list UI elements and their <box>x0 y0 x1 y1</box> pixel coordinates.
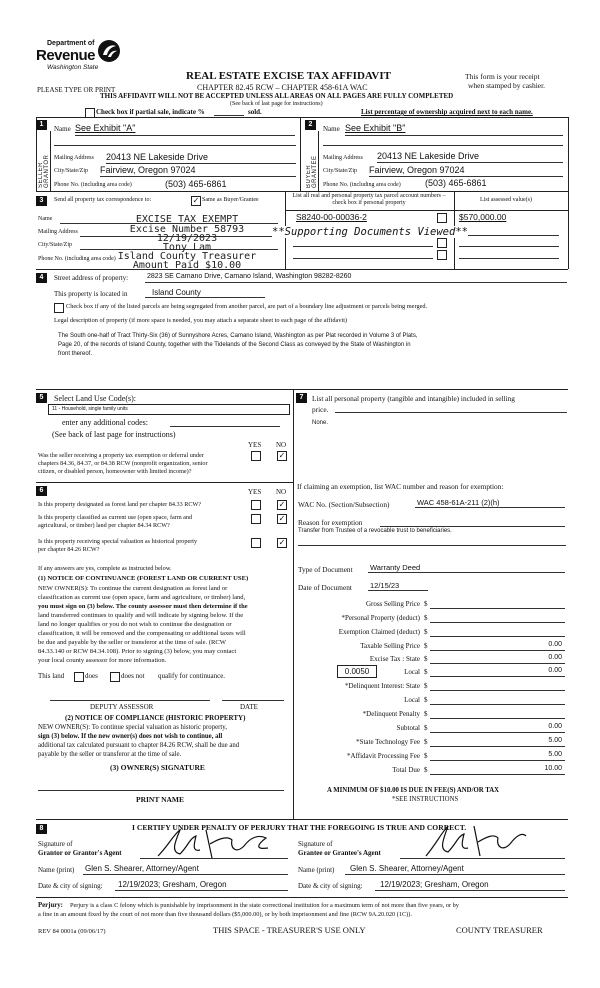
grantee-signature-icon <box>420 822 530 862</box>
assessed-value[interactable]: $570,000.00 <box>459 212 507 222</box>
calc-value-state[interactable]: 0.00 <box>548 654 562 661</box>
grantor-date-city[interactable]: 12/19/2023; Gresham, Oregon <box>118 880 227 889</box>
buyer-address-label: Mailing Address <box>323 155 363 161</box>
assessed-2-line <box>459 235 559 236</box>
calc-label-tech-fee: *State Technology Fee <box>356 738 420 746</box>
calc-label-personal: *Personal Property (deduct) <box>341 614 420 622</box>
qualify-label: qualify for continuance. <box>158 672 226 680</box>
supporting-docs-stamp: **Supporting Documents Viewed** <box>272 226 468 238</box>
seller-name-label: Name <box>54 125 71 133</box>
s5-q1-line2: chapters 84.36, 84.37, or 84.38 RCW (nonprofit organization, senior <box>38 460 208 467</box>
seller-name[interactable]: See Exhibit "A" <box>75 123 136 133</box>
buyer-city-label: City/State/Zip <box>323 168 357 174</box>
calc-line <box>430 760 565 761</box>
grantor-date-label: Date & city of signing: <box>38 882 103 890</box>
calc-value-subtotal[interactable]: 0.00 <box>548 723 562 730</box>
s6-q3-line2: per chapter 84.26 RCW? <box>38 546 100 553</box>
send-correspondence-label: Send all property tax correspondence to: <box>54 197 152 203</box>
additional-codes-label: enter any additional codes: <box>62 418 148 427</box>
section-5-number: 5 <box>36 393 47 403</box>
stamp-line3: 12/19/2023 <box>156 233 218 244</box>
section-3-top-border <box>36 191 568 192</box>
dollar-sign: $ <box>424 738 428 746</box>
section-2-number: 2 <box>305 120 316 130</box>
street-label: Street address of property: <box>54 274 129 282</box>
seller-city-line <box>100 176 296 177</box>
logo-line2: Revenue <box>36 47 96 64</box>
s5-q1-no-checkbox[interactable]: ✓ <box>278 451 286 460</box>
grantee-sig-label-1: Signature of <box>298 840 333 848</box>
legal-label: Legal description of property (if more space is needed, you may attach a separate sheet to each page of the affidavit) <box>54 317 348 324</box>
stamp-line6: Amount Paid $10.00 <box>132 260 242 271</box>
s5-q1-line1: Was the seller receiving a property tax exemption or deferral under <box>38 452 204 459</box>
see-instructions-note: *SEE INSTRUCTIONS <box>392 796 459 803</box>
calc-label-exemption: Exemption Claimed (deduct) <box>338 628 420 636</box>
assessed-4-line <box>459 258 559 259</box>
land-does-checkbox[interactable] <box>74 672 84 682</box>
s6-q3-yes-checkbox[interactable] <box>251 538 261 548</box>
s3-address-label: Mailing Address <box>38 229 78 235</box>
personal-property-none[interactable]: None. <box>312 420 329 426</box>
owner-signature-line[interactable] <box>38 790 284 791</box>
s3-name-label: Name <box>38 216 53 222</box>
calc-line <box>430 690 565 691</box>
s6-q2-line1: Is this property classified as current use (open space, farm and <box>38 514 193 521</box>
section-8-number: 8 <box>36 824 47 834</box>
calc-value-total[interactable]: 10.00 <box>544 765 562 772</box>
calc-line <box>430 636 565 637</box>
s3-city-label: City/State/Zip <box>38 242 72 248</box>
calc-label-local: Local <box>404 668 420 676</box>
grantor-name-label: Name (print) <box>38 866 75 874</box>
form-title: REAL ESTATE EXCISE TAX AFFIDAVIT <box>186 70 391 82</box>
price-label: price. <box>312 405 329 414</box>
calc-value-processing-fee[interactable]: 5.00 <box>548 751 562 758</box>
buyer-blank-line <box>323 145 563 146</box>
notice1-line: your local county assessor for more information. <box>38 657 167 664</box>
grantee-sig-label-2: Grantee or Grantee's Agent <box>298 849 381 857</box>
grantor-print-name[interactable]: Glen S. Shearer, Attorney/Agent <box>85 864 199 873</box>
seller-blank-line <box>54 145 296 146</box>
buyer-address-line <box>377 162 563 163</box>
seller-side-divider <box>50 131 51 191</box>
form-subtitle: CHAPTER 82.45 RCW – CHAPTER 458-61A WAC <box>197 83 368 92</box>
county-treasurer-label: COUNTY TREASURER <box>456 925 543 935</box>
buyer-phone-label: Phone No. (including area code) <box>323 182 401 188</box>
land-does-not-checkbox[interactable] <box>110 672 120 682</box>
border-top <box>36 117 568 118</box>
calc-line <box>430 732 565 733</box>
exemption-label: If claiming an exemption, list WAC number and reason for exemption: <box>297 482 504 491</box>
doc-date-label: Date of Document <box>298 583 352 592</box>
deputy-date-line <box>222 700 284 701</box>
see-back-note: (See back of last page for instructions) <box>230 101 323 107</box>
section-6-number: 6 <box>36 486 47 496</box>
calc-line <box>430 663 565 664</box>
s6-q1-no-checkbox[interactable]: ✓ <box>278 500 286 509</box>
stamp-line4: Tony Lam <box>162 242 212 253</box>
lower-mid-divider <box>293 389 294 819</box>
s5-q1-line3: citizen, or disabled person, homeowner with limited income)? <box>38 468 192 475</box>
parcel-1-personal-checkbox[interactable] <box>437 213 447 223</box>
parcel-number[interactable]: S8240-00-00036-2 <box>296 212 367 222</box>
calc-line <box>430 650 565 651</box>
assessed-3-line <box>459 246 559 247</box>
ownership-note: List percentage of ownership acquired next to each name. <box>361 108 533 116</box>
section-6-top-border <box>36 482 293 483</box>
seller-phone-label: Phone No. (including area code) <box>54 182 132 188</box>
notice1-line: classification, it will be removed and the compensating or additional taxes will <box>38 630 246 637</box>
calc-line <box>430 746 565 747</box>
border-mid <box>300 117 301 191</box>
dollar-sign: $ <box>424 682 428 690</box>
reason-label: Reason for exemption <box>298 518 363 527</box>
wac-number[interactable]: WAC 458-61A-211 (2)(h) <box>417 498 500 507</box>
buyer-city[interactable]: Fairview, Oregon 97024 <box>369 165 465 175</box>
form-revision: REV 84 0001a (09/06/17) <box>38 928 106 935</box>
seller-name-line <box>75 135 295 136</box>
section-7-number: 7 <box>296 393 307 403</box>
dollar-sign: $ <box>424 628 428 636</box>
seller-address[interactable]: 20413 NE Lakeside Drive <box>106 152 209 162</box>
s3-phone-label: Phone No. (including area code) <box>38 256 116 262</box>
notice1-line: land transferred continues to qualify and will indicate by signing below. If the <box>38 612 244 619</box>
grantor-sig-label-2: Grantor or Grantor's Agent <box>38 849 122 857</box>
calc-label-del-interest-state: *Delinquent Interest: State <box>344 682 420 690</box>
doc-type[interactable]: Warranty Deed <box>370 563 421 572</box>
dor-emblem-icon <box>96 38 122 64</box>
land-use-value: 11 - Household, single family units <box>52 406 128 412</box>
personal-property-line-1 <box>335 412 567 413</box>
grantor-signature-icon <box>150 826 280 862</box>
land-use-label: Select Land Use Code(s): <box>54 394 136 403</box>
s6-q2-yes-checkbox[interactable] <box>251 514 261 524</box>
calc-label-total: Total Due <box>392 766 420 774</box>
dollar-sign: $ <box>424 600 428 608</box>
buyer-address[interactable]: 20413 NE Lakeside Drive <box>377 151 480 161</box>
grantee-date-city[interactable]: 12/19/2023; Gresham, Oregon <box>380 880 489 889</box>
legal-line-1[interactable]: The South one-half of Tract Thirty-Six (36) of Sunnyshore Acres, Camano Island, Washington as per Plat recorded in Volume 3 of Plats, <box>58 333 418 339</box>
seller-address-label: Mailing Address <box>54 155 94 161</box>
parcel-3-line <box>293 246 433 247</box>
parcel-header-line <box>285 210 568 211</box>
buyer-side-label: BUYER GRANTEE <box>306 155 318 188</box>
parcel-3-personal-checkbox[interactable] <box>437 238 447 248</box>
footer-top-border <box>36 897 568 898</box>
deputy-line <box>50 700 210 701</box>
land-does-label: does <box>85 672 98 680</box>
stamp-line2: Excise Number 58793 <box>129 224 245 235</box>
calc-line <box>430 718 565 719</box>
calc-line <box>430 608 565 609</box>
grantee-date-label: Date & city of signing: <box>298 882 363 890</box>
deputy-assessor-label: DEPUTY ASSESSOR <box>90 703 154 711</box>
seller-address-line <box>106 163 296 164</box>
border-right <box>568 117 569 191</box>
doc-type-label: Type of Document <box>298 565 353 574</box>
calc-line <box>430 622 565 623</box>
print-name-label: PRINT NAME <box>136 795 184 804</box>
notice1-line: land no longer qualifies or you do not wish to continue the designation or <box>38 621 232 628</box>
s6-q3-line1: Is this property receiving special valuation as historical property <box>38 538 198 545</box>
street-line <box>145 282 567 283</box>
parcel-4-personal-checkbox[interactable] <box>437 250 447 260</box>
notice1-line: NEW OWNER(S): To continue the current designation as forest land or <box>38 585 228 592</box>
stamp-line1: EXCISE TAX EXEMPT <box>135 214 239 225</box>
grantee-name-line <box>345 874 565 875</box>
buyer-name[interactable]: See Exhibit "B" <box>345 123 406 133</box>
grantee-name-label: Name (print) <box>298 866 335 874</box>
land-use-see-back: (See back of last page for instructions) <box>52 430 176 439</box>
notice2-line: NEW OWNER(S): To continue special valuation as historic property, <box>38 724 227 731</box>
county-line <box>145 297 265 298</box>
s5-yes-header: YES <box>248 441 262 449</box>
section-1-number: 1 <box>36 120 47 130</box>
same-as-buyer-label: Same as Buyer/Grantee <box>202 197 259 203</box>
doc-date[interactable]: 12/15/23 <box>370 581 400 590</box>
owner-signature-label: (3) OWNER(S) SIGNATURE <box>110 763 205 772</box>
section-4-top-border <box>36 269 568 270</box>
s6-q2-no-checkbox[interactable]: ✓ <box>278 514 286 523</box>
buyer-phone[interactable]: (503) 465-6861 <box>425 178 487 188</box>
s6-q1-yes-checkbox[interactable] <box>251 500 261 510</box>
land-does-not-label: does not <box>121 672 145 680</box>
grantee-print-name[interactable]: Glen S. Shearer, Attorney/Agent <box>350 864 464 873</box>
dollar-sign: $ <box>424 668 428 676</box>
notice2-line: payable by the seller or transferor at the time of sale. <box>38 751 182 758</box>
s5-q1-yes-checkbox[interactable] <box>251 451 261 461</box>
this-land-label: This land <box>38 672 65 680</box>
partial-sale-label: Check box if partial sale, indicate % <box>96 108 205 116</box>
calc-label-processing-fee: *Affidavit Processing Fee <box>347 752 420 760</box>
dollar-sign: $ <box>424 752 428 760</box>
notice1-line: 84.33.140 or RCW 84.34.108). Prior to signing (3) below, you may contact <box>38 648 237 655</box>
treasurer-space-label: THIS SPACE - TREASURER'S USE ONLY <box>213 925 366 935</box>
perjury-line-2: a fine in an amount fixed by the court of not more than five thousand dollars ($5,000.00), or by both imprisonment and fine (RCW 9A.20.020 (1C)). <box>38 911 412 918</box>
calc-label-gross: Gross Selling Price <box>365 600 420 608</box>
sold-label: sold. <box>248 108 262 116</box>
not-accepted-note: THIS AFFIDAVIT WILL NOT BE ACCEPTED UNLESS ALL AREAS ON ALL PAGES ARE FULLY COMPLETED <box>100 92 454 100</box>
notice1-line: you must sign on (3) below. The county assessor must then determine if the <box>38 603 248 610</box>
doc-type-line <box>368 572 565 573</box>
dollar-sign: $ <box>424 710 428 718</box>
s6-q3-no-checkbox[interactable]: ✓ <box>278 538 286 547</box>
seller-side-label: SELLER GRANTOR <box>38 154 50 188</box>
dollar-sign: $ <box>424 642 428 650</box>
calc-line <box>430 774 565 775</box>
certify-statement: I CERTIFY UNDER PENALTY OF PERJURY THAT THE FOREGOING IS TRUE AND CORRECT. <box>132 823 467 832</box>
section-4-number: 4 <box>36 273 47 283</box>
notice1-line: classification as current use (open space, farm and agriculture, or timber) land, <box>38 594 246 601</box>
partial-sale-percent-line <box>214 115 244 116</box>
street-address[interactable]: 2823 SE Camano Drive, Camano Island, Washington 98282-8260 <box>147 273 352 280</box>
located-label: This property is located in <box>54 290 128 298</box>
parcel-header: List all real and personal property tax parcel account numbers – check box if personal property <box>292 193 446 206</box>
receipt-note-1: This form is your receipt <box>465 72 540 81</box>
calc-value-taxable[interactable]: 0.00 <box>548 641 562 648</box>
local-rate-box[interactable]: 0.0050 <box>337 665 377 678</box>
calc-line <box>430 704 565 705</box>
s6-q2-line2: agricultural, or timber) land per chapter 84.34 RCW? <box>38 522 170 529</box>
notice2-line: additional tax calculated pursuant to chapter 84.26 RCW, shall be due and <box>38 742 240 749</box>
reason-line-2 <box>298 545 566 546</box>
notice2-title: (2) NOTICE OF COMPLIANCE (HISTORIC PROPERTY) <box>65 714 246 722</box>
reason-line <box>380 526 565 527</box>
logo-line3: Washington State <box>47 64 99 71</box>
calc-label-taxable: Taxable Selling Price <box>360 642 420 650</box>
section-5-top-border <box>36 389 568 390</box>
buyer-side-divider <box>318 131 319 191</box>
same-as-buyer-checkbox[interactable]: ✓ <box>192 196 200 205</box>
exemption-reason[interactable]: Transfer from Trustee of a revocable trust to beneficiaries. <box>298 528 452 534</box>
doc-date-line <box>368 590 428 591</box>
calc-value-local[interactable]: 0.00 <box>548 667 562 674</box>
wac-line <box>415 507 565 508</box>
buyer-city-line <box>369 176 563 177</box>
calc-label-del-penalty: *Delinquent Penalty <box>362 710 420 718</box>
dollar-sign: $ <box>424 696 428 704</box>
calc-label-del-interest-local: Local <box>404 696 420 704</box>
minimum-note: A MINIMUM OF $10.00 IS DUE IN FEE(S) AND/OR TAX <box>327 787 500 794</box>
grantor-name-line <box>83 874 288 875</box>
s6-q1: Is this property designated as forest land per chapter 84.33 RCW? <box>38 501 202 508</box>
segregated-label: Check box if any of the listed parcels are being segregated from another parcel, are part of a boundary line adjustment or parcels being merged. <box>66 303 428 310</box>
seller-city-label: City/State/Zip <box>54 168 88 174</box>
perjury-label: Perjury: <box>38 902 63 909</box>
receipt-note-2: when stamped by cashier. <box>468 81 546 90</box>
seller-phone[interactable]: (503) 465-6861 <box>165 179 227 189</box>
additional-codes-line[interactable] <box>170 426 280 427</box>
grantor-date-line <box>115 890 288 891</box>
logo-line1: Department of <box>47 40 95 47</box>
buyer-name-label: Name <box>323 125 340 133</box>
legal-line-2[interactable]: Page 20, of the records of Island County, together with the Tidelands of the Second Class as conveyed by the State of Washington in <box>58 342 411 348</box>
assessed-header: List assessed value(s) <box>480 197 532 203</box>
calc-label-subtotal: Subtotal <box>396 724 420 732</box>
dollar-sign: $ <box>424 724 428 732</box>
wac-label: WAC No. (Section/Subsection) <box>298 500 390 509</box>
dollar-sign: $ <box>424 766 428 774</box>
section-3-right-border <box>568 191 569 269</box>
personal-property-label: List all personal property (tangible and intangible) included in selling <box>312 394 515 403</box>
type-or-print: PLEASE TYPE OR PRINT <box>37 86 116 94</box>
s6-yes-header: YES <box>248 488 262 496</box>
s6-no-header: NO <box>276 488 287 496</box>
calc-line <box>430 676 565 677</box>
section-8-top-border <box>36 819 568 820</box>
grantee-date-line <box>375 890 565 891</box>
parcel-4-line <box>293 258 433 259</box>
buyer-name-line <box>345 135 563 136</box>
perjury-line-1: Perjury is a class C felony which is punishable by imprisonment in the state correctional institution for a maximum term of not more than five years, or by <box>70 902 459 909</box>
dollar-sign: $ <box>424 614 428 622</box>
segregated-checkbox[interactable] <box>54 303 64 313</box>
notice2-line: sign (3) below. If the new owner(s) does not wish to continue, all <box>38 733 223 740</box>
notice1-title: (1) NOTICE OF CONTINUANCE (FOREST LAND OR CURRENT USE) <box>38 575 249 582</box>
section-3-number: 3 <box>36 196 47 206</box>
legal-line-3[interactable]: front thereof. <box>58 351 93 357</box>
grantor-sig-label-1: Signature of <box>38 840 73 848</box>
s5-no-header: NO <box>276 441 287 449</box>
county[interactable]: Island County <box>152 288 201 297</box>
dollar-sign: $ <box>424 655 428 663</box>
if-yes-note: If any answers are yes, complete as instructed below. <box>38 565 172 572</box>
calc-label-state: Excise Tax : State <box>369 655 420 663</box>
notice1-line: be due and payable by the seller or transferor at the time of sale. (RCW <box>38 639 227 646</box>
land-use-select[interactable] <box>48 404 290 415</box>
seller-city[interactable]: Fairview, Oregon 97024 <box>100 165 196 175</box>
deputy-date-label: DATE <box>240 703 258 711</box>
stamp-line5: Island County Treasurer <box>117 251 257 262</box>
calc-value-tech-fee[interactable]: 5.00 <box>548 737 562 744</box>
